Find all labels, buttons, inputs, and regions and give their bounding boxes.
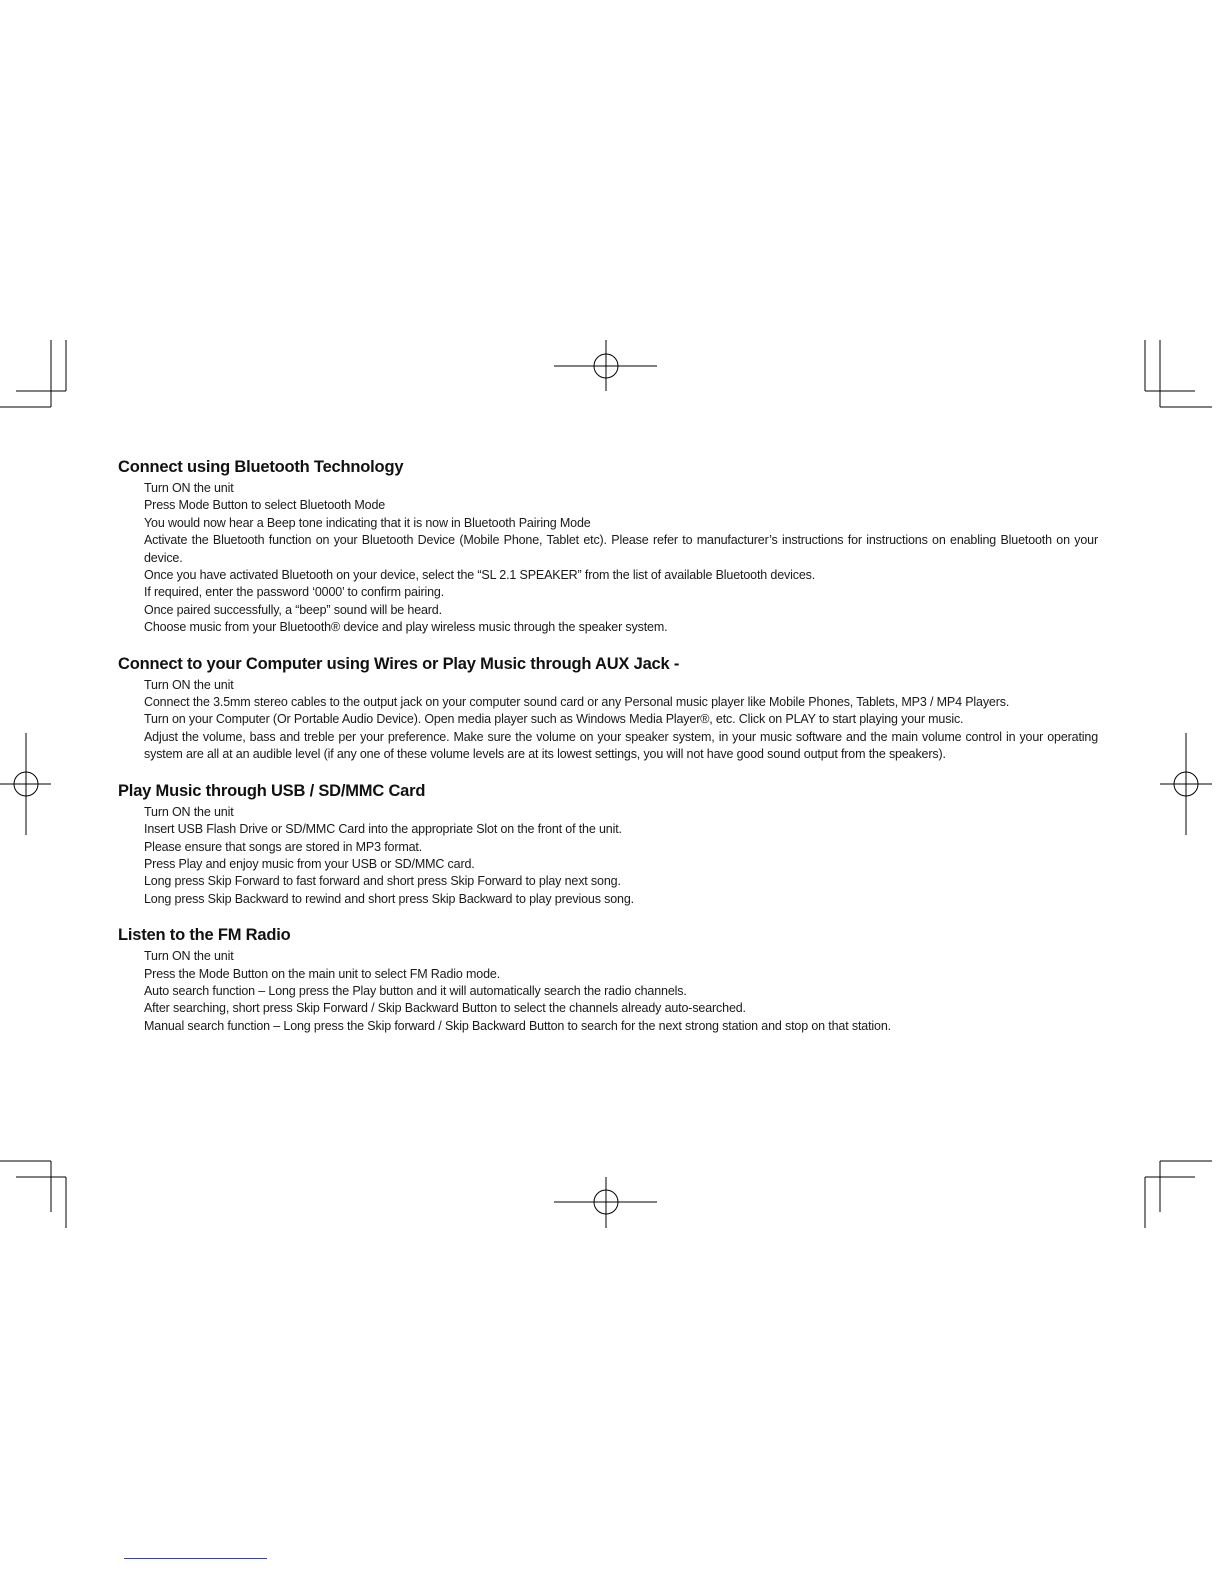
step-item: Insert USB Flash Drive or SD/MMC Card into the appropriate Slot on the front of the unit. xyxy=(144,822,622,837)
step-item: You would now hear a Beep tone indicating that it is now in Bluetooth Pairing Mode xyxy=(144,515,591,530)
registration-mark-right xyxy=(1160,733,1212,835)
crop-mark-bottom-right xyxy=(1145,1161,1212,1228)
step-item: Adjust the volume, bass and treble per your preference. Make sure the volume on your speaker system, in your music software and the main volume control in your operating system are all at an audible level (if any one of these volume levels are at its lowest settings, you will not have good sound output from the speakers). xyxy=(144,729,1098,762)
registration-mark-top xyxy=(554,340,657,391)
instructions-body xyxy=(118,456,1098,1035)
crop-mark-top-right xyxy=(1145,340,1212,407)
section-heading: Listen to the FM Radio xyxy=(118,926,291,945)
section-heading: Connect using Bluetooth Technology xyxy=(118,458,404,476)
section-bluetooth xyxy=(118,456,1098,637)
step-item: Activate the Bluetooth function on your Bluetooth Device (Mobile Phone, Tablet etc). Please refer to manufacturer’s instructions for instructions on enabling Bluetooth on your device. xyxy=(144,533,1098,565)
step-item: Turn on your Computer (Or Portable Audio Device). Open media player such as Windows Media Player®, etc. Click on PLAY to start playing your music. xyxy=(144,712,964,727)
step-item: Long press Skip Forward to fast forward and short press Skip Forward to play next song. xyxy=(144,874,621,889)
crop-mark-top-left xyxy=(0,340,66,407)
step-item: Once you have activated Bluetooth on your device, select the “SL 2.1 SPEAKER” from the list of available Bluetooth devices. xyxy=(144,568,816,583)
step-item: Turn ON the unit xyxy=(144,949,234,964)
step-list xyxy=(118,948,1098,1035)
step-item: Turn ON the unit xyxy=(144,677,234,692)
crop-mark-bottom-left xyxy=(0,1161,66,1228)
section-heading: Connect to your Computer using Wires or Play Music through AUX Jack - xyxy=(118,654,680,673)
footer-rule xyxy=(124,1558,267,1559)
step-item: Press the Mode Button on the main unit to select FM Radio mode. xyxy=(144,966,501,981)
step-item: Choose music from your Bluetooth® device and play wireless music through the speaker system. xyxy=(144,620,668,635)
step-list xyxy=(118,480,1098,637)
step-item: Turn ON the unit xyxy=(144,804,234,819)
step-item: After searching, short press Skip Forward / Skip Backward Button to select the channels already auto-searched. xyxy=(144,1001,746,1016)
step-item: Once paired successfully, a “beep” sound will be heard. xyxy=(144,602,442,617)
step-item: Connect the 3.5mm stereo cables to the output jack on your computer sound card or any Personal music player like Mobile Phones, Tablets, MP3 / MP4 Players. xyxy=(144,695,1010,710)
step-item: Turn ON the unit xyxy=(144,481,234,495)
step-item: Long press Skip Backward to rewind and short press Skip Backward to play previous song. xyxy=(144,891,634,906)
step-item: If required, enter the password ‘0000’ to confirm pairing. xyxy=(144,585,445,600)
registration-mark-left xyxy=(0,733,51,835)
step-list xyxy=(118,804,1098,908)
step-item: Please ensure that songs are stored in MP3 format. xyxy=(144,839,423,854)
registration-mark-bottom xyxy=(554,1177,657,1228)
step-item: Press Mode Button to select Bluetooth Mode xyxy=(144,498,386,513)
step-list xyxy=(118,677,1098,764)
section-heading: Play Music through USB / SD/MMC Card xyxy=(118,781,426,800)
section-fm-radio xyxy=(118,924,1098,1035)
section-usb-sd xyxy=(118,780,1098,908)
step-item: Manual search function – Long press the Skip forward / Skip Backward Button to search for the next strong station and stop on that station. xyxy=(144,1018,891,1033)
step-item: Press Play and enjoy music from your USB or SD/MMC card. xyxy=(144,856,475,871)
section-computer-aux xyxy=(118,653,1098,764)
step-item: Auto search function – Long press the Play button and it will automatically search the radio channels. xyxy=(144,983,687,998)
